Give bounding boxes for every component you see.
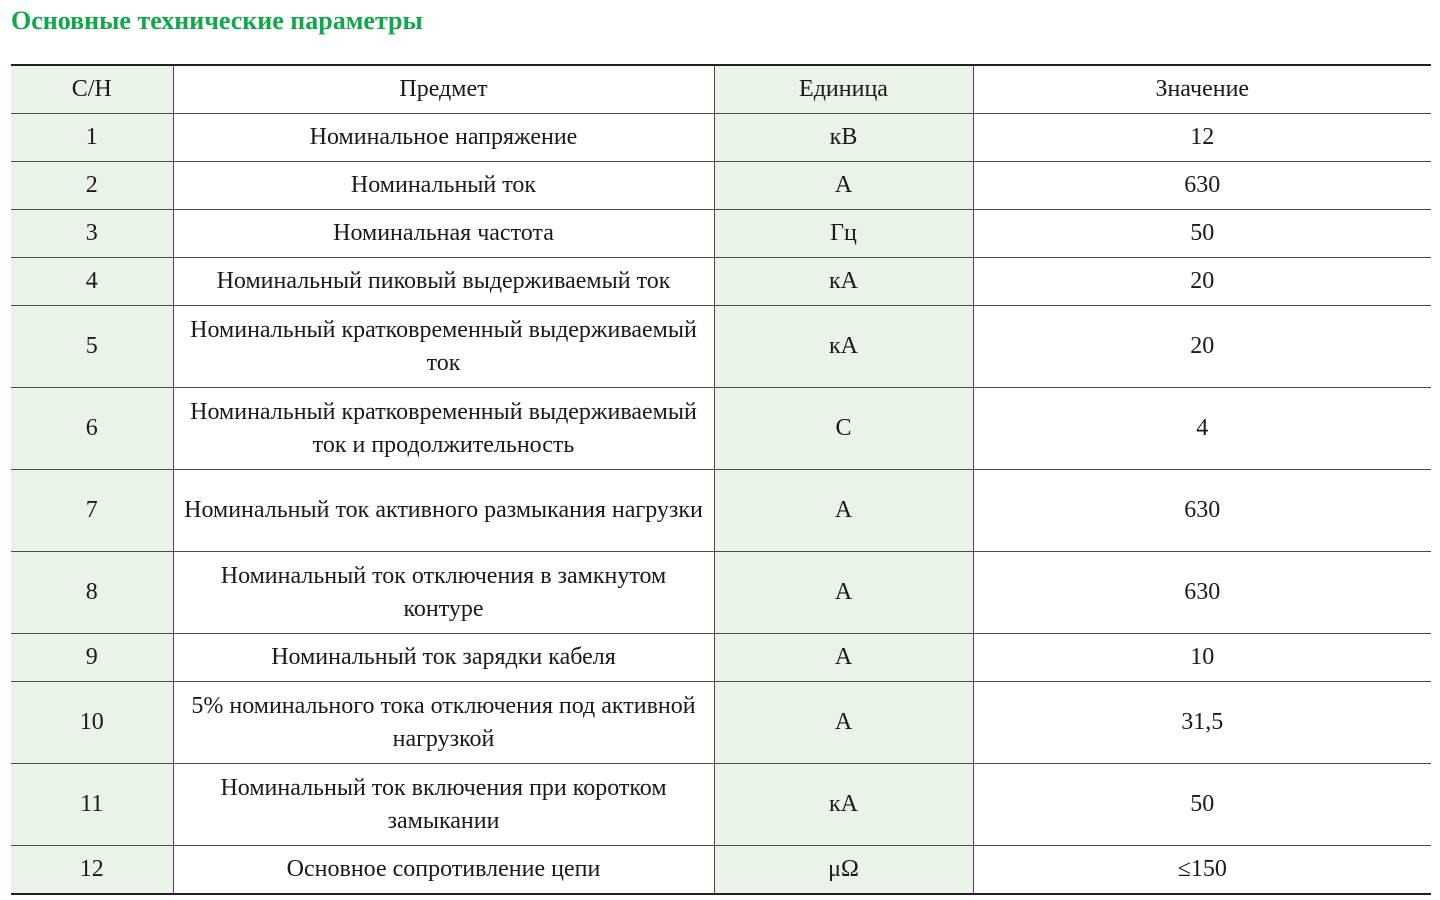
row-value: 12 bbox=[973, 114, 1431, 162]
row-number: 3 bbox=[11, 210, 173, 258]
row-item: Номинальный ток зарядки кабеля bbox=[173, 634, 714, 682]
row-unit: кА bbox=[714, 306, 973, 388]
row-value: 20 bbox=[973, 306, 1431, 388]
row-unit: A bbox=[714, 634, 973, 682]
row-unit: Гц bbox=[714, 210, 973, 258]
row-number: 1 bbox=[11, 114, 173, 162]
row-number: 7 bbox=[11, 470, 173, 552]
row-unit: μΩ bbox=[714, 846, 973, 895]
table-row bbox=[11, 552, 1431, 634]
row-item: Номинальный ток bbox=[173, 162, 714, 210]
row-unit: A bbox=[714, 552, 973, 634]
table-row bbox=[11, 114, 1431, 162]
header-unit: Единица bbox=[714, 65, 973, 114]
row-number: 5 bbox=[11, 306, 173, 388]
row-item: Номинальный ток активного размыкания нагрузки bbox=[173, 470, 714, 552]
table-row bbox=[11, 846, 1431, 895]
table-row bbox=[11, 634, 1431, 682]
table-row bbox=[11, 210, 1431, 258]
table-row bbox=[11, 388, 1431, 470]
header-number: С/Н bbox=[11, 65, 173, 114]
row-number: 11 bbox=[11, 764, 173, 846]
page-title: Основные технические параметры bbox=[11, 6, 423, 35]
row-item: Номинальный кратковременный выдерживаемый ток и продолжительность bbox=[173, 388, 714, 470]
row-number: 9 bbox=[11, 634, 173, 682]
row-value: 630 bbox=[973, 470, 1431, 552]
header-value: Значение bbox=[973, 65, 1431, 114]
row-item: Номинальное напряжение bbox=[173, 114, 714, 162]
header-item: Предмет bbox=[173, 65, 714, 114]
row-number: 10 bbox=[11, 682, 173, 764]
row-value: 20 bbox=[973, 258, 1431, 306]
row-item: 5% номинального тока отключения под активной нагрузкой bbox=[173, 682, 714, 764]
row-item: Номинальный пиковый выдерживаемый ток bbox=[173, 258, 714, 306]
row-unit: кВ bbox=[714, 114, 973, 162]
row-value: ≤150 bbox=[973, 846, 1431, 895]
row-value: 630 bbox=[973, 162, 1431, 210]
row-item: Номинальная частота bbox=[173, 210, 714, 258]
row-number: 4 bbox=[11, 258, 173, 306]
row-value: 31,5 bbox=[973, 682, 1431, 764]
row-item: Номинальный кратковременный выдерживаемый ток bbox=[173, 306, 714, 388]
row-value: 50 bbox=[973, 764, 1431, 846]
row-item: Номинальный ток включения при коротком замыкании bbox=[173, 764, 714, 846]
row-value: 630 bbox=[973, 552, 1431, 634]
row-number: 8 bbox=[11, 552, 173, 634]
row-unit: A bbox=[714, 470, 973, 552]
table-row bbox=[11, 162, 1431, 210]
table-row bbox=[11, 470, 1431, 552]
row-number: 12 bbox=[11, 846, 173, 895]
row-item: Номинальный ток отключения в замкнутом контуре bbox=[173, 552, 714, 634]
row-item: Основное сопротивление цепи bbox=[173, 846, 714, 895]
row-unit: A bbox=[714, 162, 973, 210]
row-value: 4 bbox=[973, 388, 1431, 470]
row-value: 10 bbox=[973, 634, 1431, 682]
row-number: 2 bbox=[11, 162, 173, 210]
row-value: 50 bbox=[973, 210, 1431, 258]
row-unit: A bbox=[714, 682, 973, 764]
table-row bbox=[11, 682, 1431, 764]
row-unit: кА bbox=[714, 258, 973, 306]
parameters-table bbox=[11, 64, 1431, 895]
table-header-row bbox=[11, 65, 1431, 114]
table-row bbox=[11, 764, 1431, 846]
table-row bbox=[11, 258, 1431, 306]
table-row bbox=[11, 306, 1431, 388]
row-unit: С bbox=[714, 388, 973, 470]
row-unit: кА bbox=[714, 764, 973, 846]
row-number: 6 bbox=[11, 388, 173, 470]
